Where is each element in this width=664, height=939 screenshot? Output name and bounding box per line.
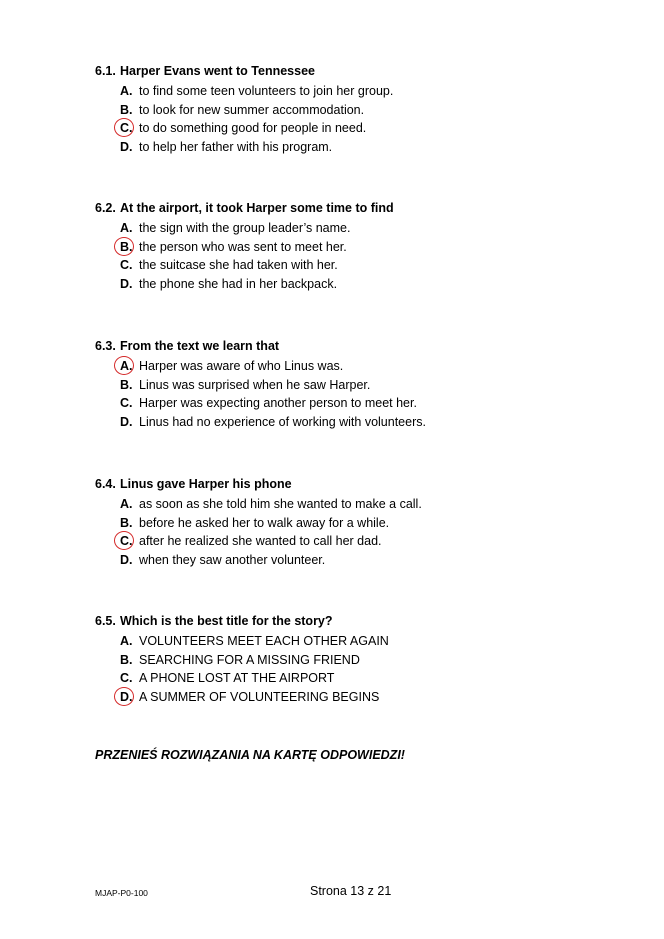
option-letter: A. (120, 497, 133, 511)
option-letter: C. (120, 121, 133, 136)
option-letter: C. (120, 258, 133, 273)
option-letter: D. (120, 276, 133, 291)
option-letter: C. (120, 534, 133, 549)
option-text: SEARCHING FOR A MISSING FRIEND (139, 652, 360, 667)
option-letter: B. (120, 652, 133, 667)
question-text: Harper Evans went to Tennessee (120, 64, 315, 78)
option-d[interactable] (95, 551, 635, 570)
option-text: Harper was expecting another person to meet her. (139, 396, 417, 411)
option-text: after he realized she wanted to call her dad. (139, 534, 382, 549)
question-stem (95, 612, 635, 632)
option-b[interactable] (95, 376, 635, 395)
question-stem (95, 475, 635, 495)
option-a[interactable] (95, 219, 635, 238)
question-6-3 (95, 337, 635, 431)
option-letter: B. (120, 377, 133, 392)
question-number: 6.2. (95, 201, 116, 215)
option-list (95, 357, 635, 431)
option-c[interactable] (95, 669, 635, 688)
question-6-1 (95, 62, 635, 156)
option-d[interactable] (95, 413, 635, 432)
option-list (95, 632, 635, 706)
question-text: At the airport, it took Harper some time to find (120, 201, 394, 215)
option-c[interactable] (95, 256, 635, 275)
option-list (95, 82, 635, 156)
option-letter: A. (120, 634, 133, 648)
option-letter: D. (120, 139, 133, 154)
option-d[interactable] (95, 138, 635, 157)
page-number: Strona 13 z 21 (310, 884, 392, 898)
option-text: the person who was sent to meet her. (139, 239, 347, 254)
option-letter: B. (120, 102, 133, 117)
option-a[interactable] (95, 632, 635, 651)
option-d[interactable] (95, 275, 635, 294)
option-letter: B. (120, 515, 133, 530)
question-text: Linus gave Harper his phone (120, 477, 292, 491)
question-6-5 (95, 612, 635, 706)
question-number: 6.1. (95, 64, 116, 78)
option-letter: D. (120, 414, 133, 429)
option-letter: A. (120, 221, 133, 235)
option-a[interactable] (95, 82, 635, 101)
option-b[interactable] (95, 651, 635, 670)
option-text: the suitcase she had taken with her. (139, 258, 338, 273)
exam-code: MJAP-P0-100 (95, 888, 148, 898)
option-letter: A. (120, 359, 133, 373)
option-list (95, 495, 635, 569)
option-letter: D. (120, 552, 133, 567)
question-number: 6.5. (95, 614, 116, 628)
option-text: the sign with the group leader’s name. (139, 221, 351, 235)
option-text: to find some teen volunteers to join her group. (139, 84, 394, 98)
option-b[interactable] (95, 514, 635, 533)
option-text: when they saw another volunteer. (139, 552, 326, 567)
option-text: Linus was surprised when he saw Harper. (139, 377, 371, 392)
option-text: to look for new summer accommodation. (139, 102, 365, 117)
transfer-answers-instruction: PRZENIEŚ ROZWIĄZANIA NA KARTĘ ODPOWIEDZI! (95, 748, 405, 762)
option-text: the phone she had in her backpack. (139, 276, 338, 291)
option-text: to do something good for people in need. (139, 121, 367, 136)
question-stem (95, 199, 635, 219)
option-letter: C. (120, 671, 133, 686)
option-text: A SUMMER OF VOLUNTEERING BEGINS (139, 689, 380, 704)
option-text: before he asked her to walk away for a while. (139, 515, 390, 530)
question-number: 6.3. (95, 339, 116, 353)
option-c[interactable] (95, 394, 635, 413)
option-c[interactable] (95, 119, 635, 138)
option-text: as soon as she told him she wanted to make a call. (139, 497, 422, 511)
option-text: Linus had no experience of working with volunteers. (139, 414, 426, 429)
option-a[interactable] (95, 357, 635, 376)
option-letter: D. (120, 689, 133, 704)
question-text: From the text we learn that (120, 339, 280, 353)
option-text: VOLUNTEERS MEET EACH OTHER AGAIN (139, 634, 389, 648)
option-text: to help her father with his program. (139, 139, 333, 154)
question-number: 6.4. (95, 477, 116, 491)
option-text: A PHONE LOST AT THE AIRPORT (139, 671, 335, 686)
option-b[interactable] (95, 101, 635, 120)
question-stem (95, 337, 635, 357)
option-letter: A. (120, 84, 133, 98)
option-c[interactable] (95, 532, 635, 551)
option-text: Harper was aware of who Linus was. (139, 359, 344, 373)
option-a[interactable] (95, 495, 635, 514)
question-stem (95, 62, 635, 82)
option-list (95, 219, 635, 293)
question-6-2 (95, 199, 635, 293)
option-b[interactable] (95, 238, 635, 257)
option-d[interactable] (95, 688, 635, 707)
option-letter: C. (120, 396, 133, 411)
question-6-4 (95, 475, 635, 569)
option-letter: B. (120, 239, 133, 254)
question-text: Which is the best title for the story? (120, 614, 333, 628)
